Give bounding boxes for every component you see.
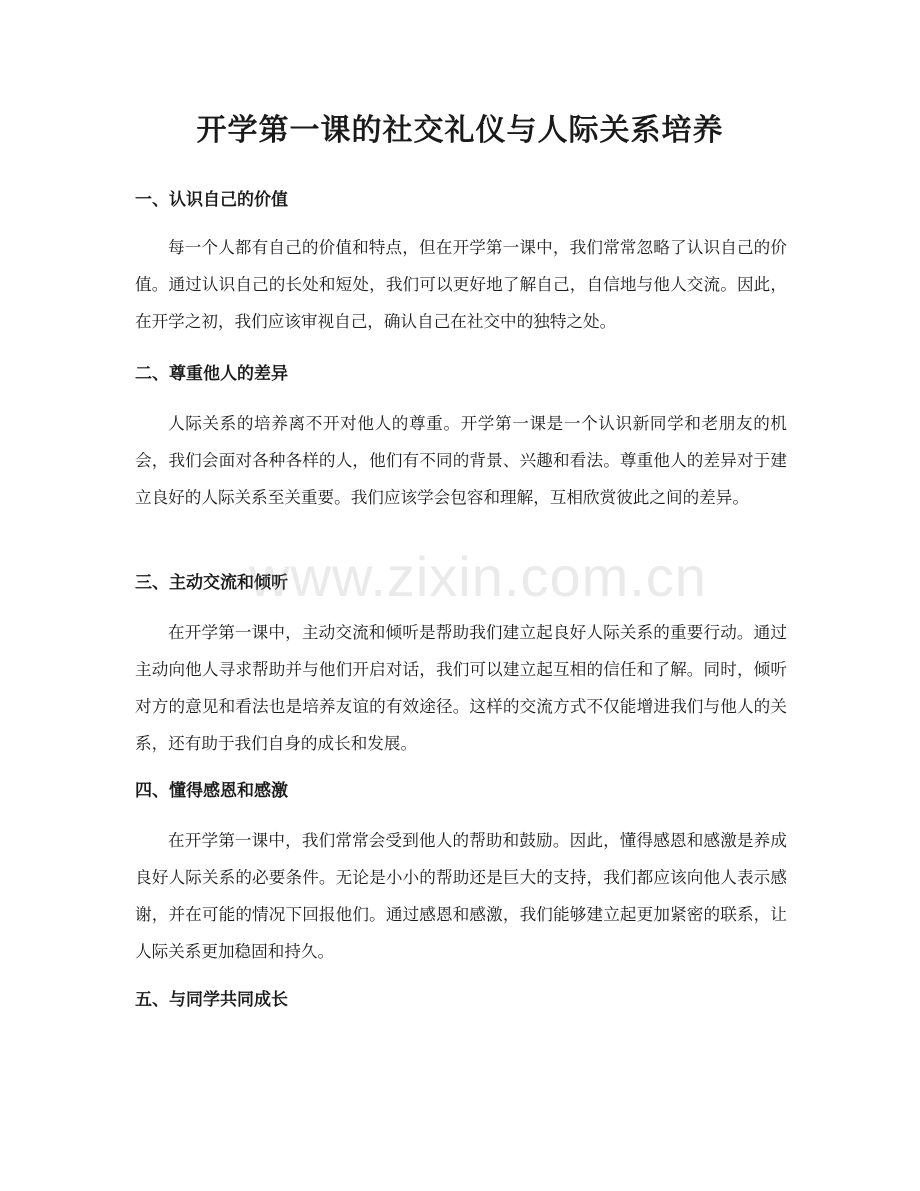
section-heading-3: 三、主动交流和倾听 xyxy=(135,573,288,593)
section-heading-4: 四、懂得感恩和感激 xyxy=(135,781,288,801)
section-paragraph-3: 在开学第一课中，主动交流和倾听是帮助我们建立起良好人际关系的重要行动。通过主动向他人寻求帮助并与他们开启对话，我们可以建立起互相的信任和了解。同时，倾听对方的意见和看法也是培养友谊的有效途径。这样的交流方式不仅能增进我们与他人的关系，还有助于我们自身的成长和发展。 xyxy=(135,623,787,753)
watermark: www.zixin.com.cn xyxy=(249,545,707,608)
section-heading-2: 二、尊重他人的差异 xyxy=(135,364,288,384)
section-heading-5: 五、与同学共同成长 xyxy=(135,990,288,1010)
document-title: 开学第一课的社交礼仪与人际关系培养 xyxy=(196,113,724,148)
section-heading-1: 一、认识自己的价值 xyxy=(135,190,288,210)
section-paragraph-1: 每一个人都有自己的价值和特点，但在开学第一课中，我们常常忽略了认识自己的价值。通过认识自己的长处和短处，我们可以更好地了解自己，自信地与他人交流。因此，在开学之初，我们应该审视自己，确认自己在社交中的独特之处。 xyxy=(135,238,787,331)
section-paragraph-4: 在开学第一课中，我们常常会受到他人的帮助和鼓励。因此，懂得感恩和感激是养成良好人际关系的必要条件。无论是小小的帮助还是巨大的支持，我们都应该向他人表示感谢，并在可能的情况下回报他们。通过感恩和感激，我们能够建立起更加紧密的联系，让人际关系更加稳固和持久。 xyxy=(135,831,787,961)
section-paragraph-2: 人际关系的培养离不开对他人的尊重。开学第一课是一个认识新同学和老朋友的机会，我们会面对各种各样的人，他们有不同的背景、兴趣和看法。尊重他人的差异对于建立良好的人际关系至关重要。我们应该学会包容和理解，互相欣赏彼此之间的差异。 xyxy=(135,414,787,507)
